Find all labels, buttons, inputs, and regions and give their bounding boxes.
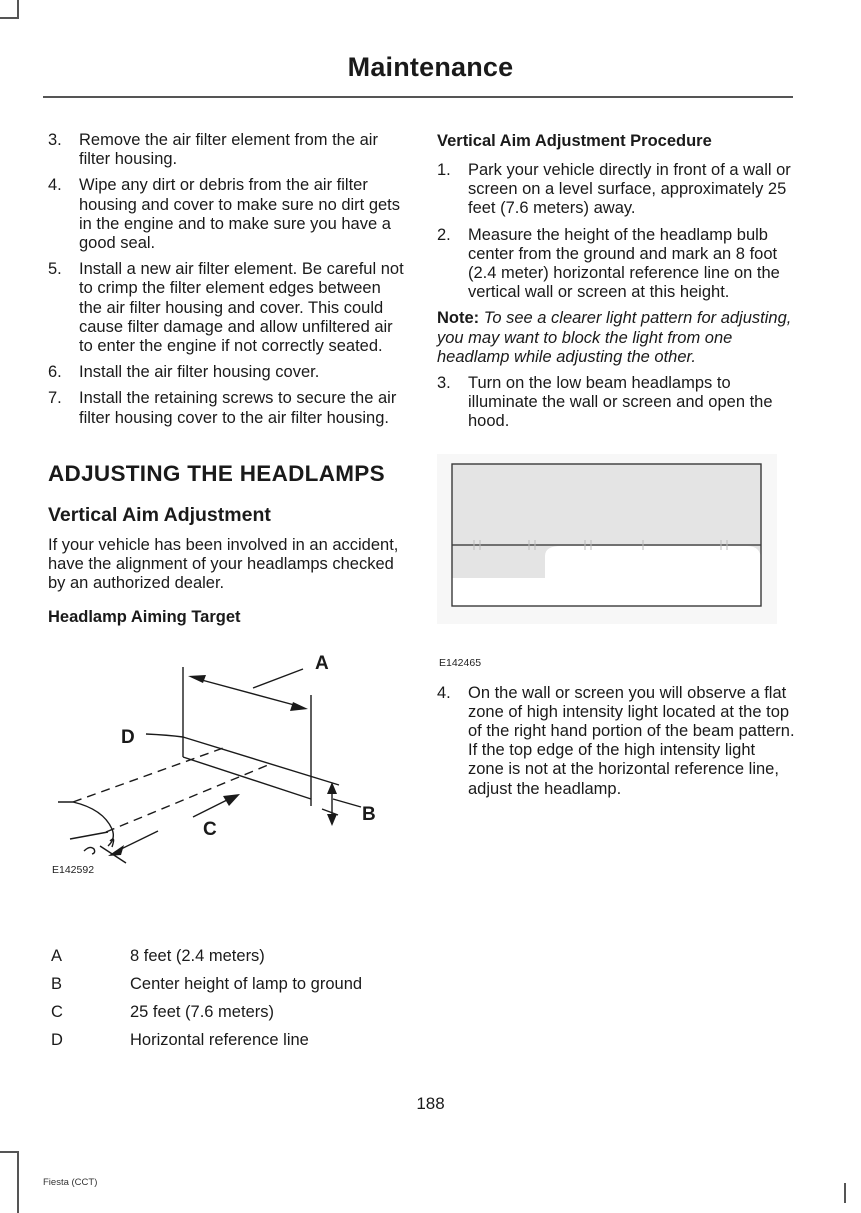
- list-item: 4. On the wall or screen you will observe a flat zone of high intensity light located at the top of the right hand portion of the beam pattern. If the top edge of the high intensity light zone is not at the horizontal reference line, adjust the headlamp.: [437, 683, 795, 798]
- list-item: 3. Turn on the low beam headlamps to illuminate the wall or screen and open the hood.: [437, 374, 773, 431]
- diagram-legend: [48, 942, 362, 1054]
- subheading: Vertical Aim Adjustment: [48, 503, 271, 526]
- procedure-steps-3: [437, 684, 795, 799]
- list-item: 7. Install the retaining screws to secure the air filter housing cover to the air filter housing.: [48, 389, 397, 427]
- section-heading: ADJUSTING THE HEADLAMPS: [48, 460, 385, 486]
- legend-row: A 8 feet (2.4 meters): [51, 947, 265, 965]
- legend-row: D Horizontal reference line: [51, 1031, 309, 1049]
- figure-heading: Headlamp Aiming Target: [48, 608, 241, 627]
- page-number: 188: [416, 1094, 445, 1113]
- procedure-heading: Vertical Aim Adjustment Procedure: [437, 132, 712, 150]
- note-text: To see a clearer light pattern for adjusting, you may want to block the light from one headlamp while adjusting the other.: [437, 309, 792, 366]
- left-column: [48, 131, 406, 889]
- figure-code: E142465: [439, 656, 482, 669]
- air-filter-steps: [48, 131, 406, 428]
- list-item: 6. Install the air filter housing cover.: [48, 363, 320, 382]
- procedure-steps-2: [437, 374, 795, 432]
- note-label: Note:: [437, 309, 480, 328]
- crop-mark-bottom-right: [844, 1183, 846, 1203]
- beam-pattern-figure: [437, 454, 777, 684]
- label-a: A: [315, 653, 329, 675]
- beam-pattern-svg: [437, 454, 777, 624]
- crop-mark-top-left: [0, 0, 19, 19]
- list-item: 1. Park your vehicle directly in front of a wall or screen on a level surface, approximately 25 feet (7.6 meters) away.: [437, 161, 791, 218]
- legend-row: B Center height of lamp to ground: [51, 975, 363, 993]
- aiming-target-diagram: [48, 639, 406, 889]
- procedure-steps-1: [437, 161, 795, 302]
- crop-mark-bottom-left: [0, 1151, 19, 1213]
- legend-row: C 25 feet (7.6 meters): [51, 1003, 274, 1021]
- figure-code: E142592: [52, 864, 95, 877]
- label-d: D: [121, 727, 135, 749]
- list-item: 2. Measure the height of the headlamp bulb center from the ground and mark an 8 foot (2.4 meter) horizontal reference line on the vertical wall or screen at this height.: [437, 225, 780, 302]
- header-divider: [43, 96, 793, 98]
- intro-paragraph: If your vehicle has been involved in an accident, have the alignment of your headlamps checked by an authorized dealer.: [48, 535, 399, 593]
- note: [437, 309, 795, 367]
- list-item: 4. Wipe any dirt or debris from the air filter housing and cover to make sure no dirt gets in the engine and to make sure you have a good seal.: [48, 176, 401, 253]
- page-title: Maintenance: [347, 52, 514, 82]
- list-item: 3. Remove the air filter element from the air filter housing.: [48, 131, 378, 169]
- label-c: C: [203, 819, 217, 841]
- right-column: [437, 131, 795, 806]
- list-item: 5. Install a new air filter element. Be careful not to crimp the filter element edges between the air filter housing and cover. This could cause filter damage and allow unfiltered air to enter the engine if not correctly seated.: [48, 260, 404, 356]
- label-b: B: [362, 804, 376, 826]
- document-label: Fiesta (CCT): [43, 1177, 98, 1188]
- aiming-diagram-svg: [48, 639, 406, 879]
